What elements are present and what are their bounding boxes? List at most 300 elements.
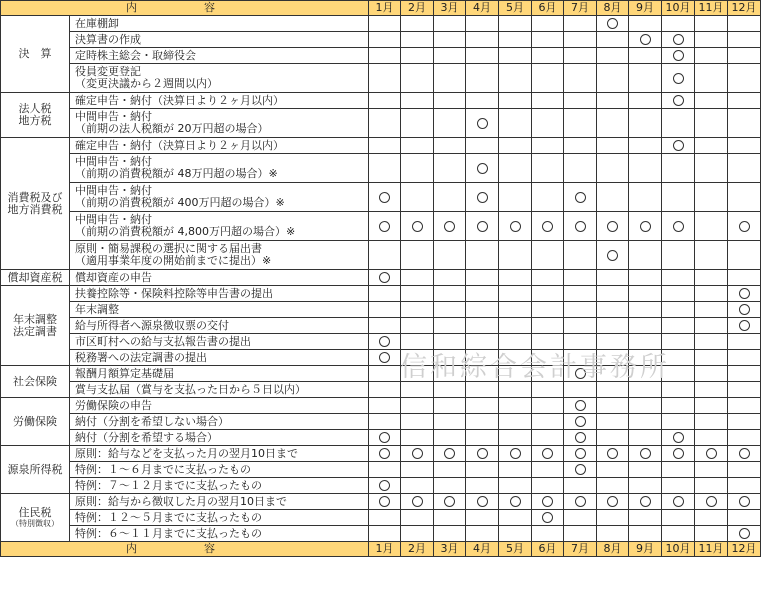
month-cell (695, 366, 728, 382)
month-cell (695, 398, 728, 414)
month-cell (532, 462, 564, 478)
header-row-bottom (1, 542, 761, 557)
month-cell (728, 241, 761, 270)
month-cell (434, 270, 466, 286)
month-cell (564, 446, 597, 462)
circle-mark-icon (673, 73, 684, 84)
category-label: 地方消費税 (7, 202, 63, 216)
month-cell (434, 494, 466, 510)
item-label: 特例：７～１２月までに支払ったもの (75, 478, 262, 492)
month-cell (597, 334, 629, 350)
item-label: （前期の消費税額が 4,800万円超の場合）※ (75, 225, 296, 238)
item-label: （変更決議から２週間以内） (75, 77, 218, 90)
month-cell (564, 32, 597, 48)
month-cell (369, 478, 401, 494)
month-cell (401, 350, 434, 366)
month-cell (629, 478, 662, 494)
month-cell (369, 286, 401, 302)
category-label: 法定調書 (13, 324, 57, 338)
month-cell (401, 398, 434, 414)
circle-mark-icon (575, 368, 586, 379)
item-label: 中間申告・納付 (75, 110, 152, 123)
item-cell (70, 494, 369, 510)
category-label: 地方税 (18, 114, 52, 127)
circle-mark-icon (607, 496, 618, 507)
month-cell (695, 48, 728, 64)
circle-mark-icon (477, 448, 488, 459)
month-cell (695, 382, 728, 398)
month-cell (434, 462, 466, 478)
schedule-row (1, 302, 761, 318)
circle-mark-icon (575, 400, 586, 411)
item-label: （前期の法人税額が 20万円超の場合） (75, 122, 269, 135)
month-cell (662, 154, 695, 183)
circle-mark-icon (673, 140, 684, 151)
month-cell (369, 138, 401, 154)
month-cell (401, 414, 434, 430)
item-cell (70, 414, 369, 430)
month-header: 12月 (728, 1, 761, 16)
month-cell (434, 318, 466, 334)
month-cell (597, 64, 629, 93)
month-cell (629, 366, 662, 382)
header-label: 内 容 (1, 1, 369, 16)
schedule-row (1, 526, 761, 542)
category-cell (1, 93, 70, 138)
month-cell (728, 526, 761, 542)
circle-mark-icon (379, 272, 390, 283)
item-label: 役員変更登記 (75, 65, 141, 78)
month-cell (532, 270, 564, 286)
item-label: 償却資産の申告 (75, 270, 152, 284)
month-header: 9月 (629, 1, 662, 16)
month-cell (564, 183, 597, 212)
item-label: 在庫棚卸 (75, 16, 119, 30)
schedule-row (1, 183, 761, 212)
month-cell (662, 302, 695, 318)
month-cell (662, 183, 695, 212)
circle-mark-icon (739, 528, 750, 539)
schedule-row (1, 446, 761, 462)
month-cell (434, 48, 466, 64)
item-cell (70, 366, 369, 382)
month-cell (629, 414, 662, 430)
item-label: 市区町村への給与支払報告書の提出 (75, 334, 251, 348)
circle-mark-icon (379, 448, 390, 459)
month-cell (695, 270, 728, 286)
category-cell (1, 398, 70, 446)
item-label: 報酬月額算定基礎届 (75, 366, 174, 380)
month-cell (695, 350, 728, 366)
month-cell (695, 93, 728, 109)
month-cell (466, 350, 499, 366)
month-cell (564, 318, 597, 334)
item-cell (70, 286, 369, 302)
month-cell (597, 154, 629, 183)
month-cell (434, 241, 466, 270)
firm-watermark: 信和綜合会計事務所 (400, 352, 670, 383)
month-cell (499, 462, 532, 478)
item-cell (70, 446, 369, 462)
item-cell (70, 109, 369, 138)
month-cell (728, 478, 761, 494)
circle-mark-icon (379, 221, 390, 232)
month-cell (629, 138, 662, 154)
month-cell (499, 32, 532, 48)
circle-mark-icon (477, 221, 488, 232)
month-cell (499, 138, 532, 154)
circle-mark-icon (379, 496, 390, 507)
circle-mark-icon (739, 221, 750, 232)
month-cell (728, 93, 761, 109)
month-cell (662, 212, 695, 241)
item-label: 原則：給与から徴収した月の翌月10日まで (75, 494, 287, 508)
month-cell (662, 138, 695, 154)
month-cell (401, 302, 434, 318)
circle-mark-icon (607, 18, 618, 29)
month-cell (401, 138, 434, 154)
item-label: 特例：１～６月までに支払ったもの (75, 462, 251, 476)
month-cell (662, 286, 695, 302)
month-cell (369, 154, 401, 183)
month-cell (369, 510, 401, 526)
month-footer: 9月 (629, 542, 662, 557)
month-cell (629, 16, 662, 32)
month-header: 11月 (695, 1, 728, 16)
item-cell (70, 64, 369, 93)
month-footer: 3月 (434, 542, 466, 557)
circle-mark-icon (706, 448, 717, 459)
month-cell (369, 93, 401, 109)
month-cell (695, 526, 728, 542)
month-cell (597, 302, 629, 318)
month-cell (499, 154, 532, 183)
schedule-row (1, 241, 761, 270)
month-cell (728, 430, 761, 446)
circle-mark-icon (542, 496, 553, 507)
circle-mark-icon (542, 221, 553, 232)
month-cell (564, 494, 597, 510)
item-label: 扶養控除等・保険料控除等申告書の提出 (75, 286, 273, 300)
category-cell (1, 366, 70, 398)
month-cell (369, 382, 401, 398)
month-cell (532, 109, 564, 138)
month-cell (499, 350, 532, 366)
schedule-row (1, 93, 761, 109)
month-cell (369, 430, 401, 446)
month-cell (532, 526, 564, 542)
month-cell (597, 462, 629, 478)
month-cell (499, 494, 532, 510)
month-cell (728, 64, 761, 93)
month-cell (401, 183, 434, 212)
item-label: 給与所得者へ源泉徴収票の交付 (75, 318, 229, 332)
month-cell (695, 183, 728, 212)
month-cell (597, 241, 629, 270)
month-cell (629, 212, 662, 241)
month-cell (564, 510, 597, 526)
month-cell (629, 318, 662, 334)
month-cell (695, 494, 728, 510)
month-cell (466, 382, 499, 398)
circle-mark-icon (640, 221, 651, 232)
month-footer: 4月 (466, 542, 499, 557)
item-label: （前期の消費税額が 48万円超の場合）※ (75, 167, 278, 180)
item-cell (70, 270, 369, 286)
month-cell (401, 16, 434, 32)
month-cell (401, 32, 434, 48)
month-cell (597, 382, 629, 398)
month-cell (499, 318, 532, 334)
item-cell (70, 32, 369, 48)
month-cell (629, 241, 662, 270)
month-footer: 12月 (728, 542, 761, 557)
schedule-row (1, 494, 761, 510)
month-cell (662, 64, 695, 93)
month-cell (532, 478, 564, 494)
category-label: 決 算 (18, 47, 52, 60)
month-cell (499, 48, 532, 64)
circle-mark-icon (412, 448, 423, 459)
circle-mark-icon (673, 34, 684, 45)
month-cell (466, 318, 499, 334)
circle-mark-icon (575, 416, 586, 427)
month-cell (466, 446, 499, 462)
circle-mark-icon (477, 118, 488, 129)
month-cell (401, 382, 434, 398)
item-cell (70, 398, 369, 414)
schedule-row (1, 398, 761, 414)
month-header: 6月 (532, 1, 564, 16)
month-cell (401, 212, 434, 241)
month-cell (597, 430, 629, 446)
month-cell (728, 138, 761, 154)
month-cell (466, 48, 499, 64)
month-header: 1月 (369, 1, 401, 16)
month-cell (466, 241, 499, 270)
circle-mark-icon (673, 95, 684, 106)
month-cell (662, 350, 695, 366)
month-header: 2月 (401, 1, 434, 16)
month-cell (629, 350, 662, 366)
month-cell (597, 398, 629, 414)
month-cell (564, 302, 597, 318)
schedule-row (1, 286, 761, 302)
month-cell (499, 183, 532, 212)
item-cell (70, 241, 369, 270)
month-cell (564, 414, 597, 430)
month-cell (629, 382, 662, 398)
month-footer: 6月 (532, 542, 564, 557)
month-cell (564, 48, 597, 64)
circle-mark-icon (739, 288, 750, 299)
schedule-row (1, 462, 761, 478)
month-cell (532, 64, 564, 93)
month-cell (728, 16, 761, 32)
category-cell (1, 138, 70, 270)
month-cell (401, 64, 434, 93)
item-cell (70, 526, 369, 542)
month-cell (434, 138, 466, 154)
circle-mark-icon (412, 221, 423, 232)
month-cell (728, 334, 761, 350)
month-cell (564, 350, 597, 366)
circle-mark-icon (444, 221, 455, 232)
month-cell (369, 526, 401, 542)
month-cell (499, 64, 532, 93)
month-cell (629, 334, 662, 350)
circle-mark-icon (379, 352, 390, 363)
item-label: 特例：６～１１月までに支払ったもの (75, 526, 262, 540)
month-cell (662, 109, 695, 138)
month-cell (597, 494, 629, 510)
circle-mark-icon (607, 221, 618, 232)
month-cell (434, 109, 466, 138)
month-cell (532, 183, 564, 212)
schedule-row (1, 430, 761, 446)
schedule-body (1, 16, 761, 542)
month-cell (369, 32, 401, 48)
footer-label: 内 容 (1, 542, 369, 557)
month-header: 10月 (662, 1, 695, 16)
month-cell (401, 286, 434, 302)
circle-mark-icon (673, 50, 684, 61)
category-label: 住民税 (18, 505, 52, 519)
month-cell (466, 64, 499, 93)
schedule-row (1, 318, 761, 334)
month-cell (597, 286, 629, 302)
item-cell (70, 16, 369, 32)
month-header: 5月 (499, 1, 532, 16)
month-cell (499, 478, 532, 494)
month-cell (597, 93, 629, 109)
month-cell (728, 414, 761, 430)
month-cell (434, 478, 466, 494)
month-cell (532, 212, 564, 241)
circle-mark-icon (575, 192, 586, 203)
month-cell (728, 494, 761, 510)
schedule-row (1, 270, 761, 286)
month-cell (369, 318, 401, 334)
item-cell (70, 48, 369, 64)
item-cell (70, 212, 369, 241)
item-label: 確定申告・納付（決算日より２ヶ月以内） (75, 93, 284, 107)
month-cell (662, 462, 695, 478)
category-cell (1, 494, 70, 542)
month-cell (499, 510, 532, 526)
circle-mark-icon (739, 448, 750, 459)
month-cell (466, 212, 499, 241)
month-cell (695, 154, 728, 183)
circle-mark-icon (379, 480, 390, 491)
item-label: 賞与支払届（賞与を支払った日から５日以内） (75, 382, 306, 396)
month-cell (532, 494, 564, 510)
month-cell (662, 270, 695, 286)
item-label: 原則・簡易課税の選択に関する届出書 (75, 242, 262, 255)
month-cell (466, 430, 499, 446)
month-cell (499, 382, 532, 398)
month-cell (532, 398, 564, 414)
month-footer: 10月 (662, 542, 695, 557)
month-footer: 8月 (597, 542, 629, 557)
circle-mark-icon (379, 432, 390, 443)
month-cell (401, 366, 434, 382)
item-cell (70, 138, 369, 154)
item-cell (70, 302, 369, 318)
month-cell (369, 48, 401, 64)
month-cell (499, 526, 532, 542)
month-cell (532, 334, 564, 350)
category-label: 償却資産税 (7, 270, 63, 284)
month-cell (532, 350, 564, 366)
item-label: 年末調整 (75, 302, 119, 316)
month-cell (532, 241, 564, 270)
circle-mark-icon (379, 336, 390, 347)
circle-mark-icon (575, 464, 586, 475)
item-label: 中間申告・納付 (75, 155, 152, 168)
month-cell (434, 212, 466, 241)
month-cell (629, 446, 662, 462)
month-cell (532, 366, 564, 382)
month-cell (401, 526, 434, 542)
month-cell (466, 478, 499, 494)
circle-mark-icon (542, 448, 553, 459)
month-cell (434, 154, 466, 183)
item-label: 原則：給与などを支払った月の翌月10日まで (75, 446, 298, 460)
month-cell (401, 93, 434, 109)
month-cell (728, 366, 761, 382)
month-cell (662, 334, 695, 350)
month-cell (466, 366, 499, 382)
month-cell (728, 154, 761, 183)
month-cell (597, 138, 629, 154)
month-cell (597, 446, 629, 462)
month-cell (695, 286, 728, 302)
month-cell (532, 318, 564, 334)
month-cell (499, 286, 532, 302)
month-cell (532, 48, 564, 64)
month-cell (466, 398, 499, 414)
schedule-row (1, 138, 761, 154)
month-cell (695, 478, 728, 494)
month-cell (662, 241, 695, 270)
circle-mark-icon (673, 432, 684, 443)
month-cell (401, 109, 434, 138)
month-cell (564, 93, 597, 109)
schedule-row (1, 350, 761, 366)
month-cell (564, 109, 597, 138)
month-cell (369, 109, 401, 138)
month-cell (564, 478, 597, 494)
month-cell (369, 414, 401, 430)
month-cell (466, 270, 499, 286)
month-cell (564, 462, 597, 478)
month-cell (532, 430, 564, 446)
month-cell (695, 16, 728, 32)
month-cell (728, 48, 761, 64)
circle-mark-icon (444, 496, 455, 507)
month-cell (695, 302, 728, 318)
month-footer: 7月 (564, 542, 597, 557)
month-cell (597, 109, 629, 138)
month-cell (662, 494, 695, 510)
month-footer: 5月 (499, 542, 532, 557)
month-cell (629, 48, 662, 64)
item-cell (70, 93, 369, 109)
circle-mark-icon (379, 192, 390, 203)
item-label: 決算書の作成 (75, 32, 141, 46)
circle-mark-icon (739, 304, 750, 315)
